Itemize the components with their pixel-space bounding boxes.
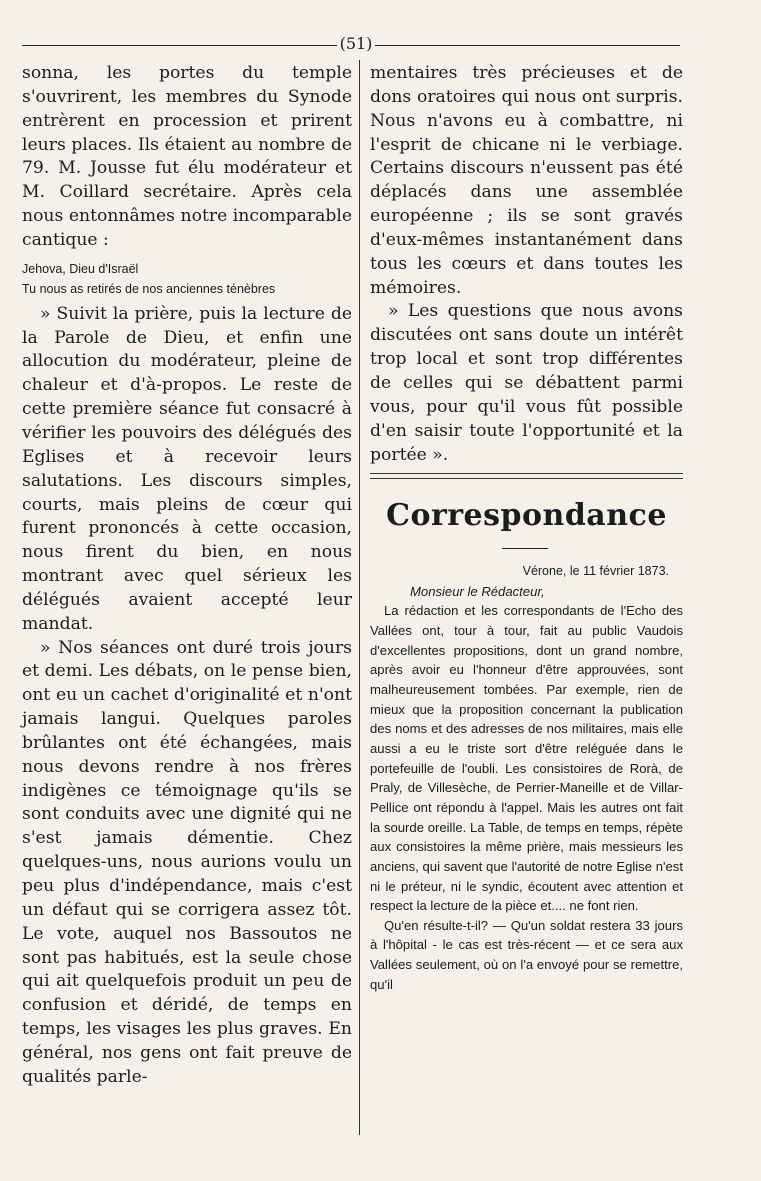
hymn-quote-line-2: Tu nous as retirés de nos anciennes ténèbres <box>22 281 276 296</box>
correspondence-title: Correspondance <box>386 498 667 533</box>
right-column <box>370 62 683 467</box>
letter-dateline: Vérone, le 11 février 1873. <box>522 564 669 578</box>
letter-paragraph-1: La rédaction et les correspondants de l'Echo des Vallées ont, tour à tour, fait au public Vaudois d'excellentes propositions, dont un grand nombre, après avoir eu l'honneur d'être approuvées, sont malheureusement tombées. Par exemple, rien de mieux que la proposition concernant la publication des noms et des adresses de nos militaires, mais elle aussi a eu le triste sort d'être reléguée dans le portefeuille de l'oubli. Les consistoires de Rorà, de Praly, de Villesèche, de Perrier-Maneille et de Villar-Pellice ont répondu à l'appel. Mais les autres ont fait la sourde oreille. La Table, de temps en temps, répète aux consistoires la même prière, mais messieurs les anciens, qui savent que l'autorité de notre Eglise n'est ni le préteur, ni le syndic, écoutent avec attention et respect la lecture de la pièce et.... ne font rien. <box>370 603 683 914</box>
letter-paragraph-2: Qu'en résulte-t-il? — Qu'un soldat restera 33 jours à l'hôpital - le cas est très-récent — et ce sera aux Vallées seulement, où on l'a envoyé pour se remettre, qu'il <box>370 917 683 992</box>
hymn-quote <box>22 259 352 299</box>
correspondence-letter <box>370 562 683 994</box>
left-paragraph-2: » Suivit la prière, puis la lecture de la Parole de Dieu, et enfin une allocution du modérateur, pleine de chaleur et d'à-propos. Le reste de cette première séance fut consacré à vérifier les pouvoirs des délégués des Eglises et à recevoir leurs salutations. Les discours simples, courts, mais pleins de cœur qui furent prononcés à cette occasion, nous firent du bien, en nous montrant avec quel sérieux les délégués avaient accepté leur mandat. <box>22 303 352 634</box>
hymn-quote-line-1: Jehova, Dieu d'Israël <box>22 261 139 276</box>
title-dash <box>502 548 548 549</box>
left-paragraph-1: sonna, les portes du temple s'ouvrirent, les membres du Synode entrèrent en procession et prirent leurs places. Ils étaient au nombre de 79. M. Jousse fut élu modérateur et M. Coillard secrétaire. Après cela nous entonnâmes notre incomparable cantique : <box>22 63 352 250</box>
left-paragraph-3: » Nos séances ont duré trois jours et demi. Les débats, on le pense bien, ont eu un cachet d'originalité et n'ont jamais langui. Quelques paroles brûlantes ont été échangées, mais nous devons rendre à nos frères indigènes ce témoignage qu'ils se sont conduits avec une dignité qui ne s'est jamais démentie. Chez quelques-uns, nous aurions voulu un peu plus d'indépendance, mais c'est un défaut qui se corrigera assez tôt. Le vote, auquel nos Bassoutos ne sont pas habitués, est la seule chose qui ait quelquefois produit un peu de confusion et déridé, de temps en temps, les visages les plus graves. En général, nos gens ont fait preuve de qualités parle- <box>22 637 352 1087</box>
section-double-rule <box>370 473 683 479</box>
header-rule-left <box>22 45 337 46</box>
column-divider <box>359 60 360 1135</box>
header-rule-right <box>375 45 680 46</box>
left-column <box>22 62 352 1090</box>
page-number: (51) <box>339 34 373 53</box>
letter-salutation: Monsieur le Rédacteur, <box>410 583 545 599</box>
right-paragraph-1: mentaires très précieuses et de dons oratoires qui nous ont surpris. Nous n'avons eu à combattre, ni l'esprit de chicane ni le verbiage. Certains discours n'eussent pas été déplacés dans une assemblée européenne ; ils se sont gravés d'eux-mêmes instantanément dans tous les cœurs et dans toutes les mémoires. <box>370 63 683 298</box>
right-paragraph-2: » Les questions que nous avons discutées ont sans doute un intérêt trop local et sont trop différentes de celles qui se débattent parmi vous, pour qu'il vous fût possible d'en saisir toute l'opportunité et la portée ». <box>370 301 683 465</box>
